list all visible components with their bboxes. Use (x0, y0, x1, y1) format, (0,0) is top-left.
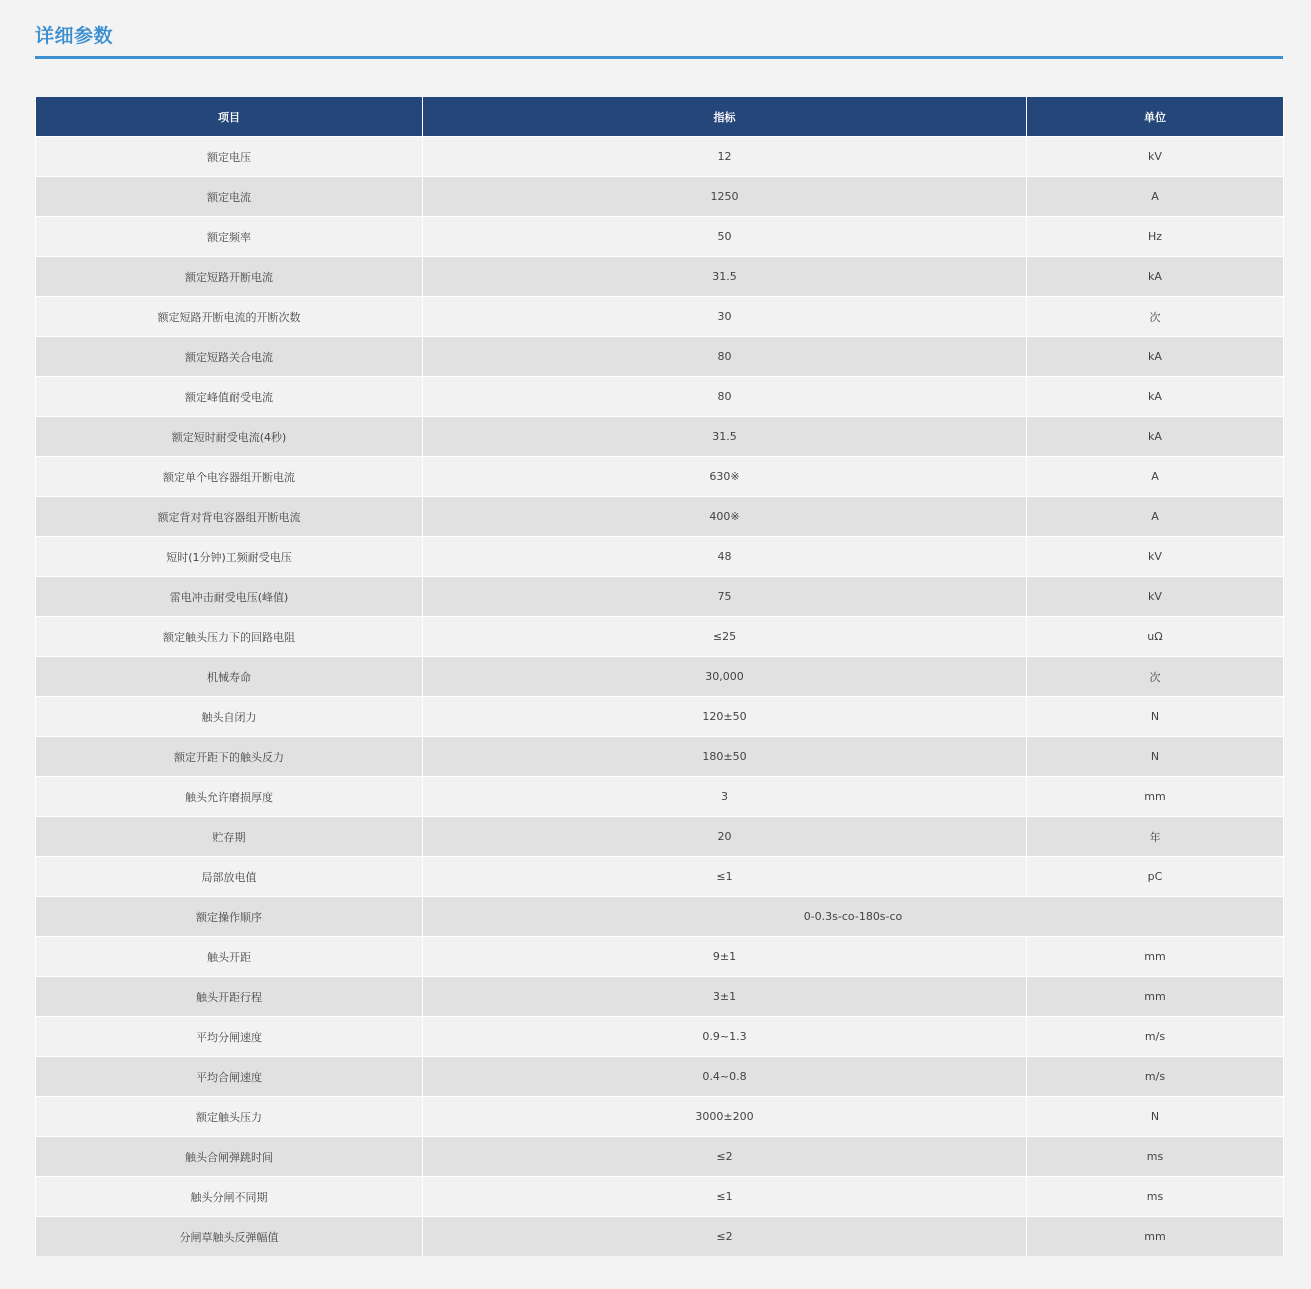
table-row (36, 577, 1284, 617)
header-value: 指标 (423, 97, 1027, 137)
table-row (36, 457, 1284, 497)
cell-item: 平均分闸速度 (36, 1017, 423, 1057)
cell-unit: kA (1027, 377, 1284, 417)
table-row (36, 1137, 1284, 1177)
cell-unit: 次 (1027, 297, 1284, 337)
cell-item: 触头开距行程 (36, 977, 423, 1017)
cell-value: 1250 (423, 177, 1027, 217)
table-row (36, 1177, 1284, 1217)
cell-item: 机械寿命 (36, 657, 423, 697)
table-row (36, 1057, 1284, 1097)
cell-value: ≤2 (423, 1217, 1027, 1257)
cell-value: 0-0.3s-co-180s-co (423, 897, 1284, 937)
table-row (36, 697, 1284, 737)
cell-unit: Hz (1027, 217, 1284, 257)
cell-item: 触头分闸不同期 (36, 1177, 423, 1217)
cell-value: 0.4~0.8 (423, 1057, 1027, 1097)
cell-value: 50 (423, 217, 1027, 257)
table-row (36, 137, 1284, 177)
table-row (36, 337, 1284, 377)
cell-item: 触头开距 (36, 937, 423, 977)
cell-unit: pC (1027, 857, 1284, 897)
cell-value: 75 (423, 577, 1027, 617)
cell-value: ≤25 (423, 617, 1027, 657)
cell-unit: kV (1027, 137, 1284, 177)
cell-unit: mm (1027, 977, 1284, 1017)
cell-value: 630※ (423, 457, 1027, 497)
cell-item: 额定操作顺序 (36, 897, 423, 937)
cell-value: ≤1 (423, 857, 1027, 897)
cell-unit: N (1027, 697, 1284, 737)
cell-item: 额定背对背电容器组开断电流 (36, 497, 423, 537)
table-row (36, 857, 1284, 897)
cell-unit: A (1027, 177, 1284, 217)
cell-unit: m/s (1027, 1057, 1284, 1097)
header-row (36, 97, 1284, 137)
cell-value: 31.5 (423, 417, 1027, 457)
cell-item: 额定短时耐受电流(4秒) (36, 417, 423, 457)
cell-item: 额定短路开断电流的开断次数 (36, 297, 423, 337)
table-row (36, 817, 1284, 857)
cell-value: 20 (423, 817, 1027, 857)
cell-item: 触头合闸弹跳时间 (36, 1137, 423, 1177)
parameter-table (35, 97, 1284, 1256)
cell-unit: N (1027, 1097, 1284, 1137)
cell-item: 分闸草触头反弹幅值 (36, 1217, 423, 1257)
cell-value: 400※ (423, 497, 1027, 537)
cell-value: ≤1 (423, 1177, 1027, 1217)
cell-unit: m/s (1027, 1017, 1284, 1057)
cell-value: 0.9~1.3 (423, 1017, 1027, 1057)
cell-value: 30,000 (423, 657, 1027, 697)
cell-item: 额定触头压力 (36, 1097, 423, 1137)
cell-item: 额定峰值耐受电流 (36, 377, 423, 417)
cell-unit: ms (1027, 1177, 1284, 1217)
cell-value: 180±50 (423, 737, 1027, 777)
cell-value: 48 (423, 537, 1027, 577)
cell-item: 额定短路开断电流 (36, 257, 423, 297)
table-row (36, 937, 1284, 977)
cell-unit: 年 (1027, 817, 1284, 857)
cell-item: 额定单个电容器组开断电流 (36, 457, 423, 497)
cell-value: 3±1 (423, 977, 1027, 1017)
cell-unit: 次 (1027, 657, 1284, 697)
table-row (36, 897, 1284, 937)
table-row (36, 1017, 1284, 1057)
cell-item: 贮存期 (36, 817, 423, 857)
cell-value: 12 (423, 137, 1027, 177)
table-body (36, 137, 1284, 1257)
cell-item: 额定开距下的触头反力 (36, 737, 423, 777)
cell-item: 短时(1分钟)工频耐受电压 (36, 537, 423, 577)
cell-value: 31.5 (423, 257, 1027, 297)
cell-unit: kA (1027, 257, 1284, 297)
cell-item: 局部放电值 (36, 857, 423, 897)
cell-unit: mm (1027, 777, 1284, 817)
cell-item: 额定触头压力下的回路电阻 (36, 617, 423, 657)
cell-unit: ms (1027, 1137, 1284, 1177)
table-row (36, 257, 1284, 297)
cell-value: ≤2 (423, 1137, 1027, 1177)
cell-value: 80 (423, 377, 1027, 417)
cell-unit: kV (1027, 537, 1284, 577)
table-row (36, 737, 1284, 777)
cell-value: 9±1 (423, 937, 1027, 977)
cell-item: 雷电冲击耐受电压(峰值) (36, 577, 423, 617)
table-row (36, 377, 1284, 417)
cell-value: 3000±200 (423, 1097, 1027, 1137)
cell-item: 额定频率 (36, 217, 423, 257)
table-row (36, 417, 1284, 457)
cell-unit: kA (1027, 337, 1284, 377)
cell-unit: N (1027, 737, 1284, 777)
table-row (36, 1097, 1284, 1137)
cell-item: 触头自闭力 (36, 697, 423, 737)
cell-unit: mm (1027, 937, 1284, 977)
cell-value: 30 (423, 297, 1027, 337)
table-row (36, 537, 1284, 577)
table-row (36, 217, 1284, 257)
table-row (36, 177, 1284, 217)
cell-unit: kA (1027, 417, 1284, 457)
table-row (36, 777, 1284, 817)
cell-item: 额定电流 (36, 177, 423, 217)
cell-unit: mm (1027, 1217, 1284, 1257)
table-row (36, 297, 1284, 337)
cell-value: 80 (423, 337, 1027, 377)
table-row (36, 977, 1284, 1017)
cell-value: 120±50 (423, 697, 1027, 737)
cell-unit: uΩ (1027, 617, 1284, 657)
table-row (36, 617, 1284, 657)
cell-unit: A (1027, 497, 1284, 537)
cell-value: 3 (423, 777, 1027, 817)
cell-item: 额定电压 (36, 137, 423, 177)
cell-item: 触头允许磨损厚度 (36, 777, 423, 817)
table-row (36, 1217, 1284, 1257)
table-row (36, 657, 1284, 697)
cell-unit: A (1027, 457, 1284, 497)
cell-item: 平均合闸速度 (36, 1057, 423, 1097)
header-unit: 单位 (1027, 97, 1284, 137)
header-item: 项目 (36, 97, 423, 137)
table-row (36, 497, 1284, 537)
cell-unit: kV (1027, 577, 1284, 617)
title-underline (35, 56, 1283, 59)
section-title: 详细参数 (35, 25, 114, 47)
cell-item: 额定短路关合电流 (36, 337, 423, 377)
table-header (36, 97, 1284, 137)
